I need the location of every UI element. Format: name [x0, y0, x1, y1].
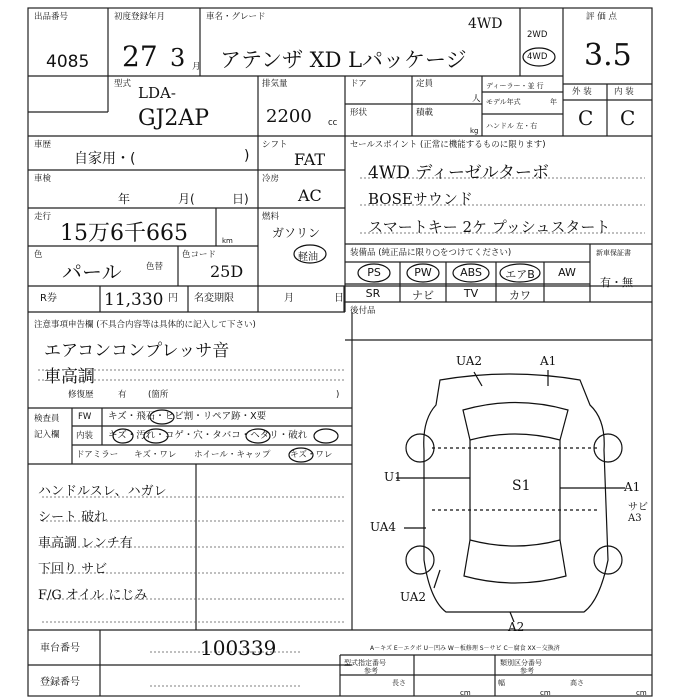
equip-navi: ナビ — [412, 289, 434, 302]
interior-grade: C — [620, 106, 636, 130]
use-label: 車歴 — [34, 140, 52, 150]
damage-mark: A1 — [540, 354, 557, 368]
length-label: 長さ — [392, 679, 406, 687]
chassis-number: 100339 — [200, 636, 277, 660]
length-unit: cm — [460, 689, 471, 697]
name-change-day: 日 — [334, 293, 344, 304]
model-cert-label: 型式指定番号 — [344, 659, 386, 667]
selling-points-label: セールスポイント (正常に機能するものに限ります) — [350, 140, 546, 150]
use-close: ) — [244, 148, 250, 164]
warranty-value: 有・無 — [600, 276, 633, 289]
inspector-label: 検査員 — [34, 414, 60, 424]
score-label: 評 価 点 — [586, 12, 617, 22]
mileage-value: 15万6千665 — [60, 221, 188, 246]
inspect-month: 月( — [178, 192, 195, 206]
name-grade-label: 車名・グレード — [206, 12, 266, 22]
capacity-unit: 人 — [472, 94, 481, 104]
drive-4wd: 4WD — [527, 52, 548, 62]
warranty-label: 新車保証書 — [596, 249, 631, 257]
remark: F/G オイル にじみ — [38, 588, 148, 603]
handle-label: ハンドル 左・右 — [486, 122, 538, 130]
damage-mark: サビ A3 — [628, 502, 648, 524]
km-unit: km — [222, 237, 233, 245]
height-unit: cm — [636, 689, 647, 697]
score-value: 3.5 — [584, 38, 632, 73]
capacity-label: 定員 — [416, 79, 434, 89]
recycle-unit: 円 — [168, 293, 178, 304]
fw-items: キズ・飛石・ヒビ割・リペア跡・X要 — [108, 411, 267, 422]
drive-2wd: 2WD — [527, 30, 548, 40]
recycle-value: 11,330 — [104, 290, 164, 310]
equip-leather: カワ — [509, 289, 531, 302]
car-diagram — [396, 370, 625, 622]
remark: 下回り サビ — [38, 562, 108, 577]
door-mirror-items: キズ・ワレ — [134, 450, 177, 460]
damage-mark: UA2 — [400, 590, 427, 604]
load-label: 積載 — [416, 108, 434, 118]
drive-note: 4WD — [468, 16, 503, 32]
inspector-label-2: 記入欄 — [34, 430, 60, 440]
plate-label: 登録番号 — [40, 677, 80, 688]
repair-label: 修復歴 — [68, 390, 94, 400]
use-value: 自家用・( — [74, 151, 136, 167]
first-reg-month: 3 — [170, 44, 186, 72]
displacement-value: 2200 — [266, 106, 312, 127]
color-value: パール — [62, 260, 122, 284]
model-code: GJ2AP — [138, 106, 210, 131]
equip-abs: ABS — [460, 266, 482, 279]
repair-place: (箇所 — [148, 390, 169, 400]
remark: ハンドルスレ、ハガレ — [38, 484, 167, 499]
mileage-label: 走行 — [34, 212, 52, 222]
wheel-label: ホイール・キャップ — [194, 450, 271, 460]
damage-mark: UA4 — [370, 520, 397, 534]
name-change-month: 月 — [284, 293, 294, 304]
color-change-label: 色替 — [146, 262, 164, 272]
selling-point: BOSEサウンド — [368, 190, 473, 208]
selling-point: 4WD ディーゼルターボ — [368, 163, 549, 183]
note-item: 車高調 — [44, 367, 95, 387]
exterior-label: 外 装 — [572, 87, 592, 97]
width-unit: cm — [540, 689, 551, 697]
first-reg-label: 初度登録年月 — [114, 12, 166, 22]
name-grade-value: アテンザ XD Lパッケージ — [220, 48, 467, 72]
name-change-label: 名変期限 — [194, 293, 234, 304]
color-label: 色 — [34, 250, 43, 260]
width-label: 幅 — [498, 679, 505, 687]
model-cert-sub: 参考 — [364, 667, 378, 675]
damage-legend: A－キズ E－エクボ U－凹み W－板修理 S－サビ C－腐食 XX－交換済 — [370, 645, 560, 652]
remark: 車高調 レンチ有 — [38, 536, 133, 551]
note-item: エアコンコンプレッサ音 — [44, 341, 230, 361]
equip-aw: AW — [558, 266, 576, 279]
model-year-label: モデル年式 — [486, 98, 521, 106]
color-code-label: 色コード — [182, 250, 217, 260]
fw-label: FW — [78, 412, 92, 422]
shift-value: FAT — [294, 150, 326, 169]
model-label: 型式 — [114, 79, 132, 89]
equip-sr: SR — [365, 287, 381, 300]
inspect-year: 年 — [118, 192, 131, 206]
damage-mark: A2 — [508, 620, 525, 634]
dealer-label: ディーラー・並 行 — [486, 82, 544, 90]
displacement-label: 排気量 — [262, 79, 288, 89]
equipment-label: 装備品 (純正品に限り○をつけてください) — [350, 248, 512, 258]
after-parts-label: 後付品 — [350, 306, 376, 316]
displacement-unit: cc — [328, 118, 338, 128]
equip-airbag: エアB — [505, 268, 535, 281]
inspect-day: 日) — [232, 192, 249, 206]
wheel-items: キズ・ワレ — [290, 450, 333, 460]
ac-label: 冷房 — [262, 174, 280, 184]
repair-value: 有 — [118, 390, 127, 400]
year-unit: 年 — [550, 98, 557, 106]
damage-mark: UA2 — [456, 354, 483, 368]
notes-label: 注意事項申告欄 (不具合内容等は具体的に記入して下さい) — [34, 320, 256, 330]
interior-check-label: 内装 — [76, 431, 94, 441]
exterior-grade: C — [578, 106, 594, 130]
door-label: ドア — [350, 79, 367, 89]
damage-mark: U1 — [384, 470, 402, 484]
selling-point: スマートキー 2ケ プッシュスタート — [368, 218, 611, 236]
fuel-diesel: 軽油 — [298, 252, 318, 263]
remark: シート 破れ — [38, 510, 108, 525]
color-code-value: 25D — [210, 262, 244, 281]
damage-mark: S1 — [512, 478, 531, 494]
class-sub: 参考 — [520, 667, 534, 675]
height-label: 高さ — [570, 679, 584, 687]
lot-label: 出品番号 — [34, 12, 69, 22]
damage-mark: A1 — [624, 480, 641, 494]
month-unit: 月 — [192, 62, 201, 72]
equip-tv: TV — [463, 287, 479, 300]
inspect-label: 車検 — [34, 174, 52, 184]
fuel-gasoline: ガソリン — [272, 226, 321, 240]
ac-value: AC — [298, 186, 322, 205]
equip-ps: PS — [367, 266, 381, 279]
interior-label: 内 装 — [614, 87, 634, 97]
model-prefix: LDA- — [138, 84, 176, 102]
interior-items: キズ・汚れ・コゲ・穴・タバコ・ヘタリ・破れ — [108, 430, 308, 441]
repair-close: ) — [336, 390, 340, 400]
chassis-label: 車台番号 — [40, 643, 80, 654]
equip-pw: PW — [414, 266, 432, 279]
door-mirror-label: ドアミラー — [76, 450, 119, 460]
load-unit: kg — [470, 127, 479, 135]
lot-number: 4085 — [46, 52, 90, 72]
fuel-label: 燃料 — [262, 212, 280, 222]
shape-label: 形状 — [350, 108, 368, 118]
recycle-label: R券 — [40, 293, 57, 304]
class-label: 類別区分番号 — [500, 659, 542, 667]
shift-label: シフト — [262, 140, 288, 150]
first-reg-year: 27 — [122, 40, 158, 73]
